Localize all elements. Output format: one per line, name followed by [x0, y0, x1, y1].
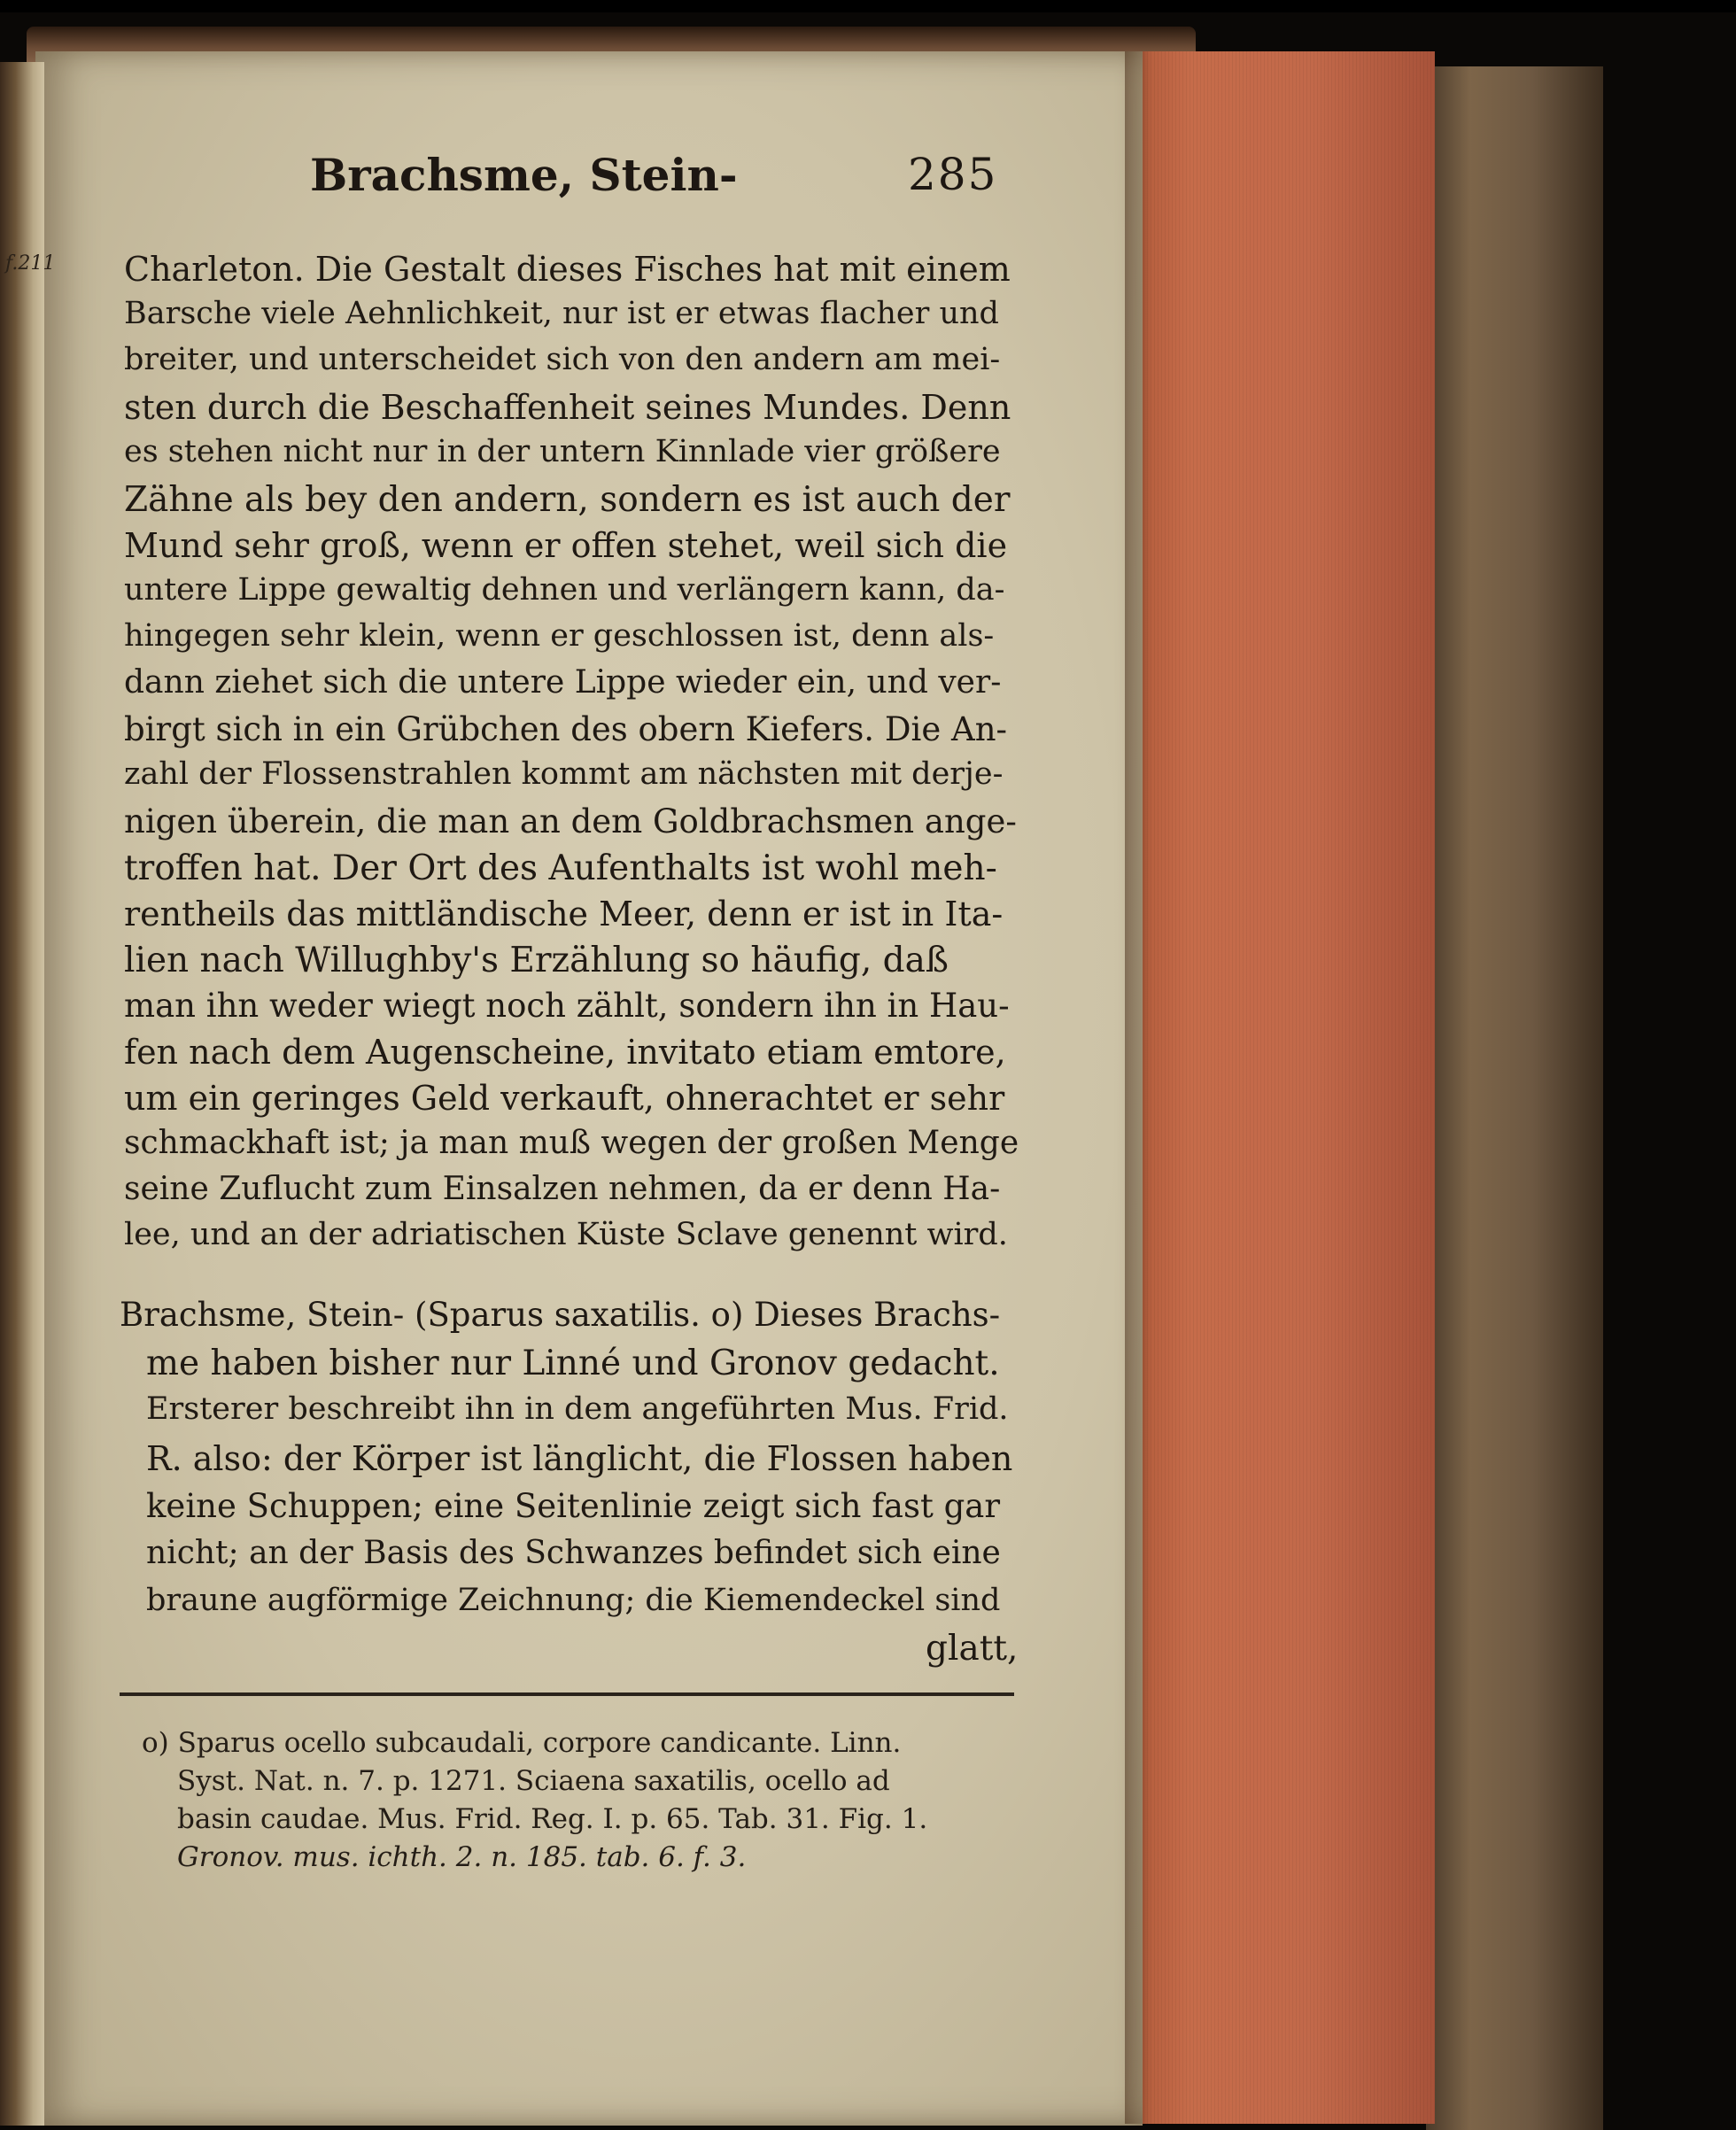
- body-line: Charleton. Die Gestalt dieses Fisches hat mit einem: [124, 250, 1011, 289]
- body-line: rentheils das mittländische Meer, denn er ist in Ita-: [124, 895, 1004, 933]
- footnote-divider: [120, 1692, 1014, 1696]
- body-line: Mund sehr groß, wenn er offen stehet, weil sich die: [124, 526, 1008, 565]
- footnote-line: basin caudae. Mus. Frid. Reg. I. p. 65. Tab. 31. Fig. 1.: [177, 1803, 928, 1835]
- body-line: untere Lippe gewaltig dehnen und verlängern kann, da-: [124, 572, 1005, 608]
- footnote-line: Syst. Nat. n. 7. p. 1271. Sciaena saxatilis, ocello ad: [177, 1765, 890, 1797]
- body-line: lee, und an der adriatischen Küste Sclave genennt wird.: [124, 1217, 1008, 1252]
- entry-line: Ersterer beschreibt ihn in dem angeführten Mus. Frid.: [146, 1391, 1009, 1427]
- entry-line: braune augförmige Zeichnung; die Kiemendeckel sind: [146, 1583, 1001, 1618]
- body-line: es stehen nicht nur in der untern Kinnlade vier größere: [124, 434, 1001, 469]
- entry-line: me haben bisher nur Linné und Gronov gedacht.: [146, 1344, 1000, 1383]
- body-line: nigen überein, die man an dem Goldbrachsmen ange-: [124, 802, 1017, 840]
- footnote-line: Gronov. mus. ichth. 2. n. 185. tab. 6. f. 3.: [177, 1841, 747, 1873]
- entry-line: R. also: der Körper ist länglicht, die Flossen haben: [146, 1439, 1013, 1478]
- body-line: breiter, und unterscheidet sich von den andern am mei-: [124, 342, 1001, 377]
- body-line: dann ziehet sich die untere Lippe wieder ein, und ver-: [124, 664, 1002, 701]
- body-line: man ihn weder wiegt noch zählt, sondern ihn in Hau-: [124, 987, 1010, 1025]
- entry-heading-line: Brachsme, Stein- (Sparus saxatilis. o) Dieses Brachs-: [120, 1296, 1001, 1334]
- page-number: 285: [908, 149, 998, 200]
- scan-border: [0, 0, 1736, 12]
- body-line: um ein geringes Geld verkauft, ohnerachtet er sehr: [124, 1079, 1005, 1118]
- entry-line: nicht; an der Basis des Schwanzes befindet sich eine: [146, 1535, 1001, 1571]
- book-back-cover: [1426, 66, 1603, 2130]
- body-line: sten durch die Beschaffenheit seines Mundes. Denn: [124, 388, 1011, 427]
- body-line: birgt sich in ein Grübchen des obern Kiefers. Die An-: [124, 710, 1008, 748]
- body-line: lien nach Willughby's Erzählung so häufig, daß: [124, 941, 949, 980]
- left-page-sliver: [0, 62, 56, 2126]
- body-line: troffen hat. Der Ort des Aufenthalts ist wohl meh-: [124, 848, 997, 888]
- body-line: seine Zuflucht zum Einsalzen nehmen, da er denn Ha-: [124, 1171, 1001, 1207]
- entry-line: keine Schuppen; eine Seitenlinie zeigt sich fast gar: [146, 1487, 1001, 1525]
- left-page-fragment: f.211: [5, 252, 56, 275]
- footnote-line: o) Sparus ocello subcaudali, corpore candicante. Linn.: [142, 1727, 902, 1759]
- body-line: hingegen sehr klein, wenn er geschlossen ist, denn als-: [124, 618, 995, 654]
- page-fore-edge: [1129, 51, 1435, 2124]
- gutter-shadow: [1125, 51, 1151, 2124]
- running-head: Brachsme, Stein-: [310, 149, 738, 201]
- body-line: fen nach dem Augenscheine, invitato etiam emtore,: [124, 1033, 1006, 1072]
- entry-line: glatt,: [926, 1629, 1019, 1669]
- body-line: schmackhaft ist; ja man muß wegen der großen Menge: [124, 1125, 1019, 1161]
- body-line: Zähne als bey den andern, sondern es ist auch der: [124, 480, 1011, 520]
- body-line: Barsche viele Aehnlichkeit, nur ist er etwas flacher und: [124, 296, 999, 331]
- body-line: zahl der Flossenstrahlen kommt am nächsten mit derje-: [124, 756, 1004, 792]
